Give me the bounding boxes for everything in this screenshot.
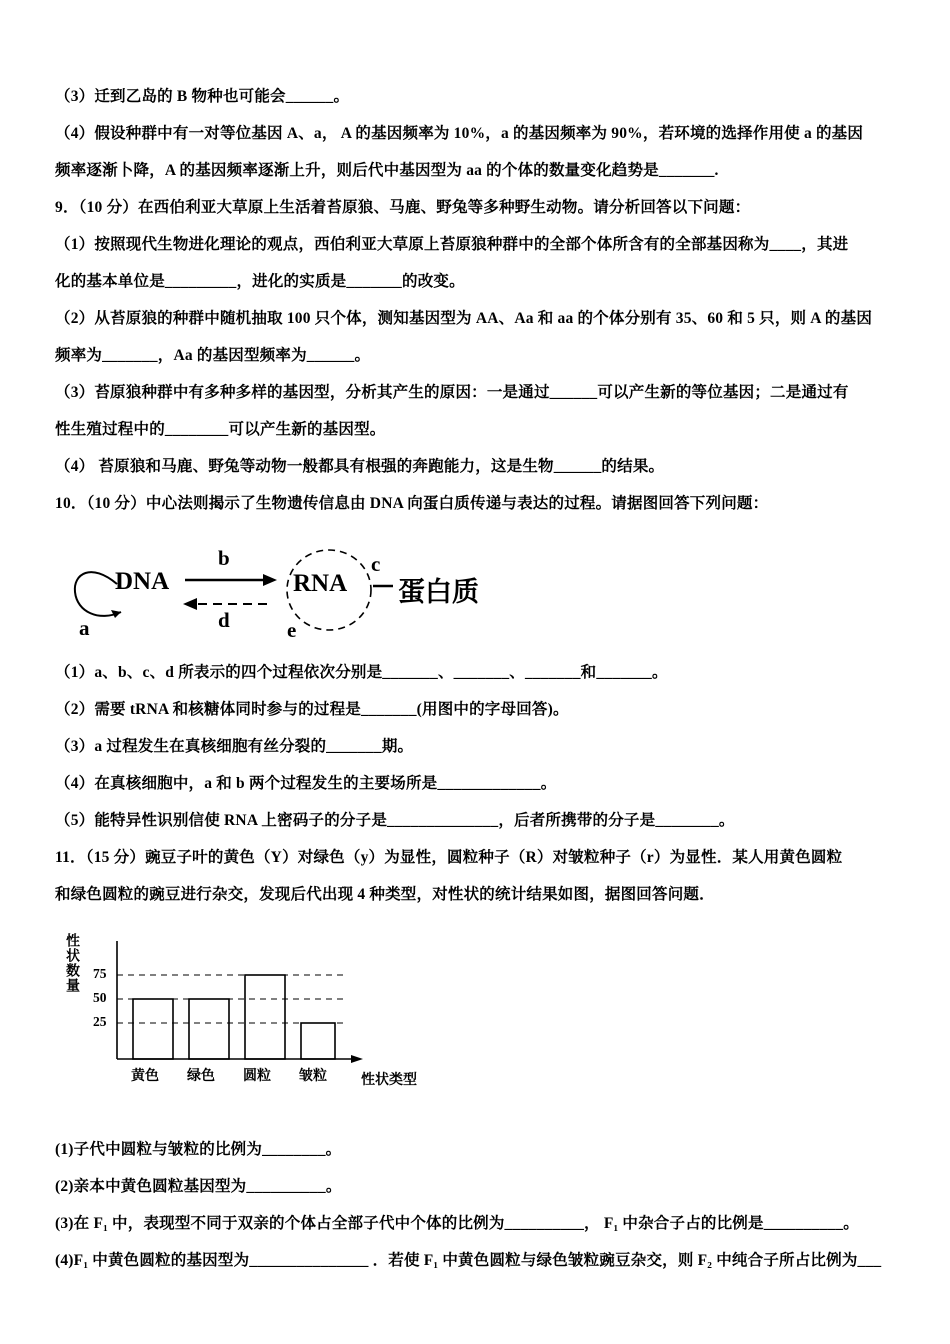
question-line: （4）在真核细胞中，a 和 b 两个过程发生的主要场所是_____________。: [55, 775, 557, 792]
question-line: （1）a、b、c、d 所表示的四个过程依次分别是_______、_______、_______和_______。: [55, 664, 668, 681]
central-dogma-diagram: [55, 528, 900, 646]
diagram-arrow-label-e: e: [287, 618, 297, 642]
diagram-arrow-label-d: d: [218, 608, 230, 632]
question-line: （3）迁到乙岛的 B 物种也可能会______。: [55, 88, 350, 105]
diagram-arrow-label-c: c: [371, 552, 381, 576]
diagram-node-rna: RNA: [293, 570, 348, 597]
question-line: （4）假设种群中有一对等位基因 A、a， A 的基因频率为 10%，a 的基因频率为 90%，若环境的选择作用使 a 的基因: [55, 125, 864, 142]
chart-xtick-yellow: 黄色: [131, 1069, 159, 1084]
question-line: 频率逐渐卜降，A 的基因频率逐渐上升，则后代中基因型为 aa 的个体的数量变化趋势是_______.: [55, 162, 719, 179]
question-line: （3）a 过程发生在真核细胞有丝分裂的_______期。: [55, 738, 414, 755]
question-line: （5）能特异性识别信使 RNA 上密码子的分子是______________，后者所携带的分子是________。: [55, 812, 735, 829]
question-line: 化的基本单位是_________，进化的实质是_______的改变。: [55, 273, 465, 290]
diagram-arrow-label-a: a: [79, 616, 90, 640]
chart-xtick-wrinkled: 皱粒: [299, 1069, 327, 1084]
question-line: （2）从苔原狼的种群中随机抽取 100 只个体，测知基因型为 AA、Aa 和 aa 的个体分别有 35、60 和 5 只，则 A 的基因: [55, 310, 873, 327]
question-line: 和绿色圆粒的豌豆进行杂交，发现后代出现 4 种类型，对性状的统计结果如图，据图回答问题．: [55, 886, 715, 903]
question-line: (3)在 F₁ 中，表现型不同于双亲的个体占全部子代中个体的比例为__________， F₁ 中杂合子占的比例是__________。: [55, 1215, 859, 1232]
question-line: （1）按照现代生物进化理论的观点，西伯利亚大草原上苔原狼种群中的全部个体所含有的全部基因称为____，其进: [55, 236, 849, 253]
question-line: （3）苔原狼种群中有多种多样的基因型，分析其产生的原因：一是通过______可以产生新的等位基因；二是通过有: [55, 384, 849, 401]
chart-x-axis-label: 性状类型: [361, 1073, 417, 1088]
question-11-heading: 11．（15 分）豌豆子叶的黄色（Y）对绿色（y）为显性，圆粒种子（R）对皱粒种子（r）为显性．某人用黄色圆粒: [55, 849, 843, 866]
question-line: 频率为_______，Aa 的基因型频率为______。: [55, 347, 371, 364]
chart-xtick-round: 圆粒: [243, 1069, 271, 1084]
question-line: （2）需要 tRNA 和核糖体同时参与的过程是_______(用图中的字母回答)。: [55, 701, 569, 718]
question-line: (4)F₁ 中黄色圆粒的基因型为_______________ ．若使 F₁ 中黄色圆粒与绿色皱粒豌豆杂交，则 F₂ 中纯合子所占比例为___: [55, 1252, 882, 1269]
question-line: (1)子代中圆粒与皱粒的比例为________。: [55, 1141, 342, 1158]
diagram-node-protein: 蛋白质: [398, 577, 479, 607]
chart-ytick-50: 50: [93, 990, 107, 1005]
diagram-node-dna: DNA: [115, 568, 170, 595]
question-line: （4） 苔原狼和马鹿、野兔等动物一般都具有根强的奔跑能力，这是生物______的结果。: [55, 458, 665, 475]
question-line: 性生殖过程中的________可以产生新的基因型。: [55, 421, 386, 438]
chart-xtick-green: 绿色: [187, 1069, 215, 1084]
document-content: [55, 78, 900, 1279]
chart-ytick-25: 25: [93, 1014, 107, 1029]
question-10-heading: 10．（10 分）中心法则揭示了生物遗传信息由 DNA 向蛋白质传递与表达的过程。请据图回答下列问题：: [55, 495, 769, 512]
chart-y-axis-label: 性状数量: [64, 933, 79, 993]
diagram-arrow-label-b: b: [218, 546, 230, 570]
phenotype-bar-chart: [55, 923, 900, 1113]
question-line: (2)亲本中黄色圆粒基因型为__________。: [55, 1178, 342, 1195]
chart-ytick-75: 75: [93, 966, 107, 981]
question-9-heading: 9．（10 分）在西伯利亚大草原上生活着苔原狼、马鹿、野兔等多种野生动物。请分析回答以下问题：: [55, 199, 751, 216]
